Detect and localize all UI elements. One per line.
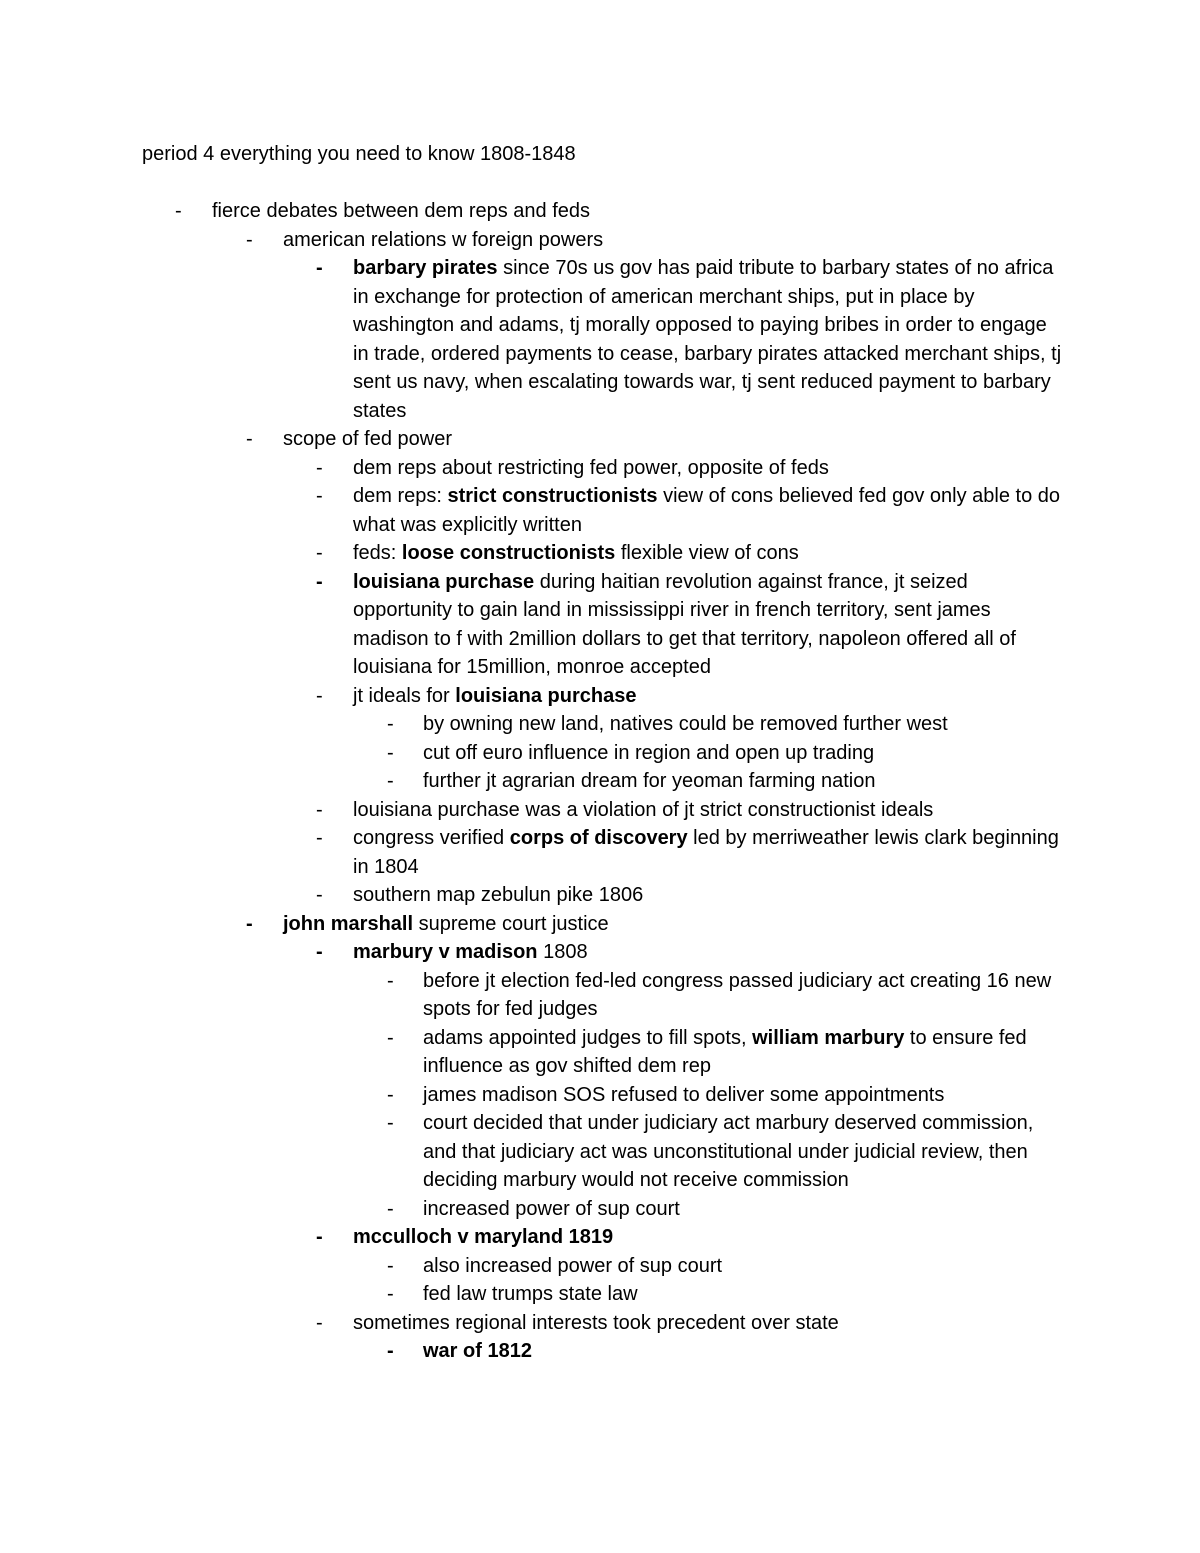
bullet-dash: - [387, 1083, 394, 1106]
list-item [0, 910, 1200, 939]
bold-term: barbary pirates [353, 257, 498, 279]
text-segment: 1808 [537, 941, 588, 963]
text-segment: court decided that under judiciary act marbury deserved commission, and that judiciary act was unconstitutional under judicial review, then deciding marbury would not receive commission [423, 1112, 1034, 1191]
bullet-dash: - [316, 827, 323, 849]
list-item [0, 1252, 1200, 1281]
list-item-text [353, 682, 1063, 711]
list-item [0, 454, 1200, 483]
list-item-text [353, 568, 1063, 682]
bullet-dash: - [316, 884, 323, 906]
text-segment: before jt election fed-led congress passed judiciary act creating 16 new spots for fed judges [423, 969, 1052, 1020]
list-item [0, 881, 1200, 910]
list-item-text [423, 1195, 1063, 1224]
bold-term: william marbury [752, 1026, 905, 1049]
list-item [0, 1195, 1200, 1224]
list-item-text [353, 938, 1063, 967]
list-item [0, 1081, 1200, 1110]
bullet-dash: - [387, 770, 394, 792]
text-segment: to ensure fed influence as gov shifted dem rep [423, 1026, 1027, 1077]
bullet-dash: - [246, 228, 253, 251]
bullet-dash: - [316, 485, 323, 507]
text-segment: james madison SOS refused to deliver some appointments [423, 1083, 945, 1106]
list-item [0, 1309, 1200, 1338]
text-segment: cut off euro influence in region and open up trading [423, 741, 875, 764]
outline-list [0, 197, 1200, 1366]
list-item-text [212, 197, 1072, 226]
bold-term: mcculloch v maryland 1819 [353, 1226, 614, 1248]
list-item [0, 226, 1200, 255]
list-item [0, 425, 1200, 454]
bullet-dash: - [387, 1340, 394, 1362]
text-segment: sometimes regional interests took precedent over state [353, 1311, 839, 1334]
bullet-dash: - [316, 1226, 323, 1248]
list-item [0, 1280, 1200, 1309]
list-item-text [283, 910, 1063, 939]
text-segment: adams appointed judges to fill spots, [423, 1026, 753, 1049]
list-item [0, 568, 1200, 682]
list-item-text [423, 710, 1063, 739]
bullet-dash: - [246, 428, 253, 450]
text-segment: fierce debates between dem reps and feds [212, 200, 591, 222]
page-title: period 4 everything you need to know 1808-1848 [142, 143, 576, 165]
text-segment: supreme court justice [413, 912, 609, 935]
list-item [0, 197, 1200, 226]
bullet-dash: - [175, 200, 182, 222]
list-item [0, 1337, 1200, 1366]
text-segment: further jt agrarian dream for yeoman farming nation [423, 770, 876, 792]
bullet-dash: - [387, 1112, 394, 1134]
list-item-text [423, 739, 1063, 768]
bullet-dash: - [316, 542, 323, 564]
text-segment: louisiana purchase was a violation of jt strict constructionist ideals [353, 798, 934, 821]
list-item-text [423, 1081, 1063, 1110]
bullet-dash: - [387, 1283, 394, 1305]
bullet-dash: - [387, 1026, 394, 1049]
bullet-dash: - [316, 456, 323, 479]
list-item [0, 254, 1200, 425]
list-item [0, 1024, 1200, 1081]
bullet-dash: - [316, 570, 323, 593]
bullet-dash: - [316, 1311, 323, 1334]
list-item [0, 967, 1200, 1024]
bullet-dash: - [387, 1254, 394, 1277]
text-segment: dem reps about restricting fed power, opposite of feds [353, 456, 829, 479]
list-item-text [353, 796, 1063, 825]
text-segment: southern map zebulun pike 1806 [353, 884, 644, 906]
list-item [0, 1109, 1200, 1195]
bullet-dash: - [316, 798, 323, 821]
text-segment: during haitian revolution against france, jt seized opportunity to gain land in mississippi river in french territory, sent james madison to f with 2million dollars to get that territory, napoleon offered all of louisiana for 15million, monroe accepted [353, 570, 1016, 678]
text-segment: increased power of sup court [423, 1197, 680, 1220]
list-item-text [423, 767, 1063, 796]
bold-term: louisiana purchase [455, 684, 637, 707]
bold-term: war of 1812 [423, 1340, 532, 1362]
text-segment: feds: [353, 542, 402, 564]
list-item-text [353, 881, 1063, 910]
list-item [0, 796, 1200, 825]
bullet-dash: - [387, 713, 394, 735]
bold-term: corps of discovery [509, 827, 688, 849]
text-segment: led by merriweather lewis clark beginning in 1804 [353, 827, 1059, 878]
text-segment: view of cons believed fed gov only able to do what was explicitly written [353, 485, 1061, 536]
bullet-dash: - [387, 741, 394, 764]
list-item-text [423, 1337, 1063, 1366]
bold-term: louisiana purchase [353, 570, 535, 593]
list-item-text [423, 1024, 1063, 1081]
list-item [0, 739, 1200, 768]
list-item-text [353, 454, 1063, 483]
list-item-text [423, 1252, 1063, 1281]
list-item [0, 938, 1200, 967]
bullet-dash: - [316, 941, 323, 963]
text-segment: since 70s us gov has paid tribute to barbary states of no africa in exchange for protection of american merchant ships, put in place by washington and adams, tj morally opposed to paying bribes in order to engage in trade, ordered payments to cease, barbary pirates attacked merchant ships, tj sent us navy, when escalating towards war, tj sent reduced payment to barbary states [353, 257, 1062, 422]
list-item [0, 482, 1200, 539]
list-item-text [283, 425, 1063, 454]
bold-term: john marshall [283, 912, 414, 935]
bullet-dash: - [246, 912, 253, 935]
text-segment: also increased power of sup court [423, 1254, 723, 1277]
list-item [0, 824, 1200, 881]
bold-term: strict constructionists [447, 485, 658, 507]
list-item [0, 539, 1200, 568]
list-item [0, 682, 1200, 711]
list-item-text [353, 1309, 1063, 1338]
list-item-text [423, 1280, 1063, 1309]
text-segment: by owning new land, natives could be removed further west [423, 713, 948, 735]
list-item [0, 710, 1200, 739]
list-item-text [353, 482, 1063, 539]
bullet-dash: - [316, 684, 323, 707]
list-item-text [423, 1109, 1063, 1195]
bold-term: marbury v madison [353, 941, 538, 963]
list-item-text [353, 254, 1063, 425]
bullet-dash: - [387, 969, 394, 992]
text-segment: flexible view of cons [615, 542, 799, 564]
list-item [0, 767, 1200, 796]
text-segment: american relations w foreign powers [283, 228, 604, 251]
text-segment: scope of fed power [283, 428, 452, 450]
list-item-text [353, 539, 1063, 568]
list-item-text [283, 226, 1063, 255]
list-item-text [353, 824, 1063, 881]
text-segment: dem reps: [353, 485, 448, 507]
bullet-dash: - [387, 1197, 394, 1220]
text-segment: fed law trumps state law [423, 1283, 638, 1305]
bullet-dash: - [316, 257, 323, 279]
list-item [0, 1223, 1200, 1252]
list-item-text [353, 1223, 1063, 1252]
list-item-text [423, 967, 1063, 1024]
text-segment: congress verified [353, 827, 510, 849]
bold-term: loose constructionists [401, 542, 616, 564]
text-segment: jt ideals for [353, 684, 456, 707]
